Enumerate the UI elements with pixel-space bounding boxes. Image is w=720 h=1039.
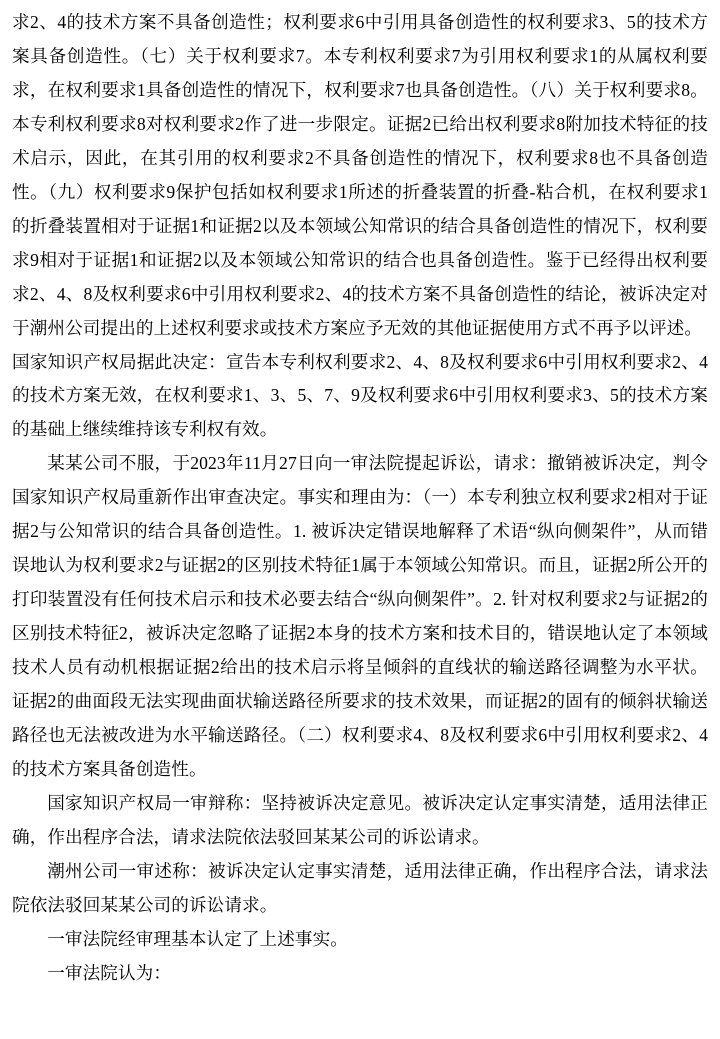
paragraph-first-instance-opinion: 一审法院认为：: [47, 962, 172, 983]
paragraph-first-instance-findings: 一审法院经审理基本认定了上述事实。: [47, 928, 348, 949]
paragraph-continued-claims: 求2、4的技术方案不具备创造性；权利要求6中引用具备创造性的权利要求3、5的技术方案具备创造性。（七）关于权利要求7。本专利权利要求7为引用权利要求1的从属权利要求，在权利要求1具备创造性的情况下，权利要求7也具备创造性。（八）关于权利要求8。本专利权利要求8对权利要求2作了进一步限定。证据2已给出权利要求8附加技术特征的技术启示，因此，在其引用的权利要求2不具备创造性的情况下，权利要求8也不具备创造性。（九）权利要求9保护包括如权利要求1所述的折叠装置的折叠-粘合机，在权利要求1的折叠装置相对于证据1和证据2以及本领域公知常识的结合具备创造性的情况下，权利要求9相对于证据1和证据2以及本领域公知常识的结合也具备创造性。鉴于已经得出权利要求2、4、8及权利要求6中引用权利要求2、4的技术方案不具备创造性的结论，被诉决定对于潮州公司提出的上述权利要求或技术方案应予无效的其他证据使用方式不再予以评述。: [12, 12, 708, 338]
paragraph-cnipa-decision: 国家知识产权局据此决定：宣告本专利权利要求2、4、8及权利要求6中引用权利要求2、4的技术方案无效，在权利要求1、3、5、7、9及权利要求6中引用权利要求3、5的技术方案的基础上继续维持该专利权有效。: [12, 351, 708, 440]
paragraph-plaintiff-suit: 某某公司不服，于2023年11月27日向一审法院提起诉讼，请求：撤销被诉决定，判令国家知识产权局重新作出审查决定。事实和理由为：（一）本专利独立权利要求2相对于证据2与公知常识的结合具备创造性。1. 被诉决定错误地解释了术语“纵向侧架件”，从而错误地认为权利要求2与证据2的区别技术特征1属于本领域公知常识。而且，证据2所公开的打印装置没有任何技术启示和技术必要去结合“纵向侧架件”。2. 针对权利要求2与证据2的区别技术特征2，被诉决定忽略了证据2本身的技术方案和技术目的，错误地认定了本领域技术人员有动机根据证据2给出的技术启示将呈倾斜的直线状的输送路径调整为水平状。证据2的曲面段无法实现曲面状输送路径所要求的技术效果，而证据2的固有的倾斜状输送路径也无法被改进为水平输送路径。（二）权利要求4、8及权利要求6中引用权利要求2、4的技术方案具备创造性。: [12, 453, 708, 779]
paragraph-chaozhou-statement: 潮州公司一审述称：被诉决定认定事实清楚，适用法律正确，作出程序合法，请求法院依法驳回某某公司的诉讼请求。: [12, 860, 708, 915]
document-body: [12, 6, 708, 991]
paragraph-cnipa-defense: 国家知识产权局一审辩称：坚持被诉决定意见。被诉决定认定事实清楚，适用法律正确，作出程序合法，请求法院依法驳回某某公司的诉讼请求。: [12, 792, 708, 847]
